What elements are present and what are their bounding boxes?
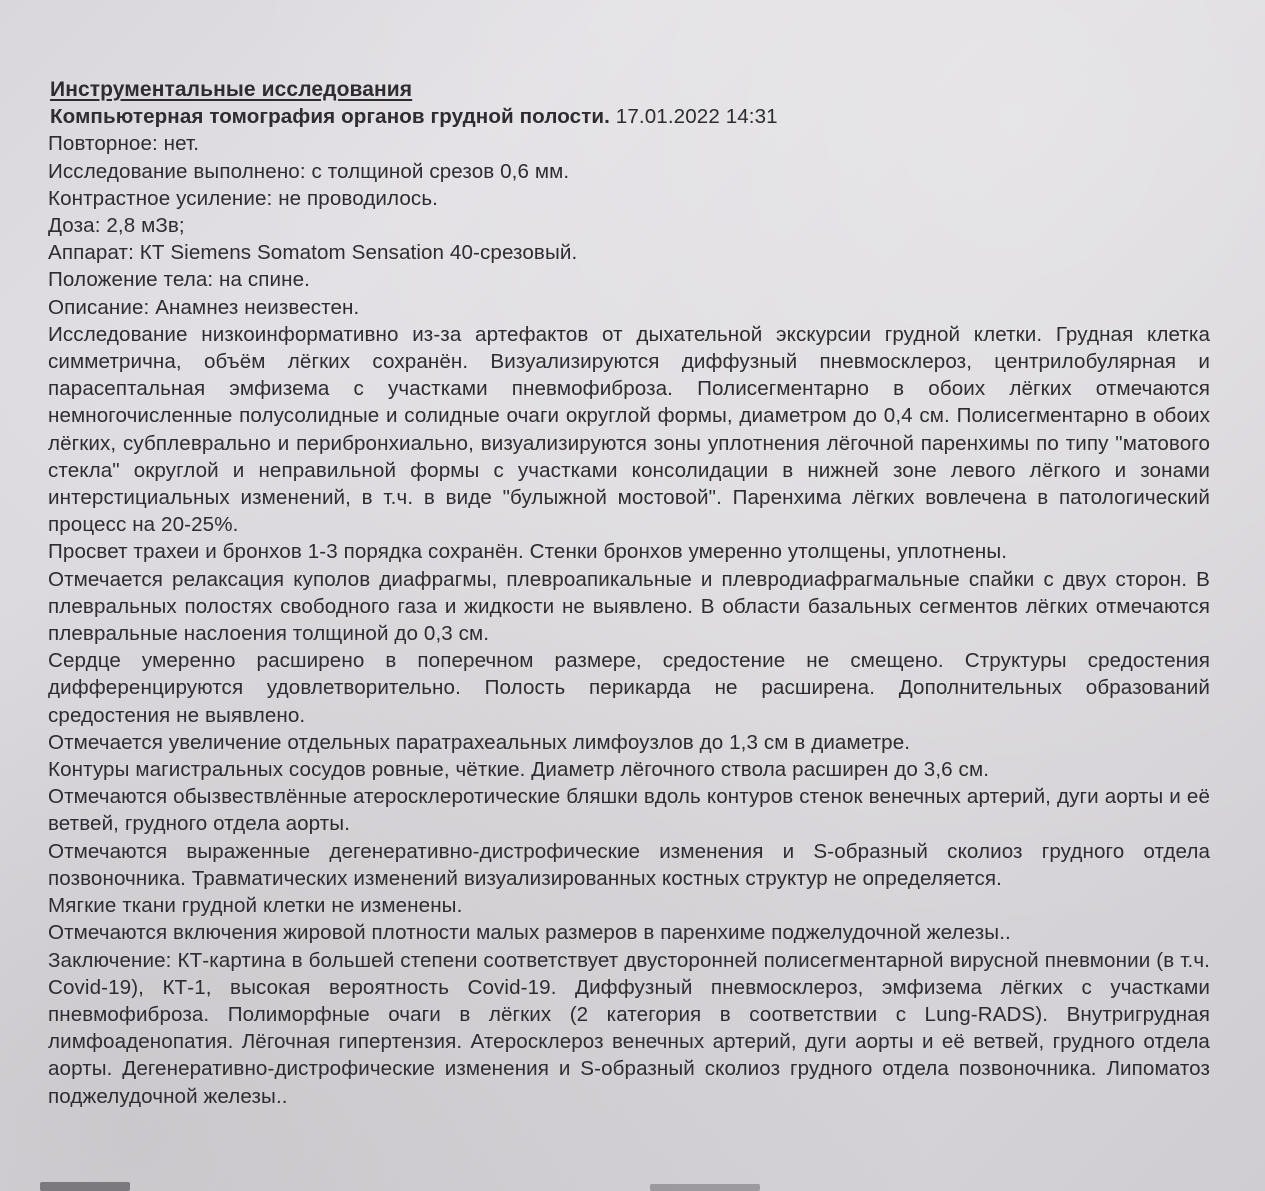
- paragraph-pancreas: Отмечаются включения жировой плотности малых размеров в паренхиме поджелудочной железы..: [48, 921, 1011, 945]
- paragraph-spine: Отмечаются выраженные дегенеративно-дистрофические изменения и S-образный сколиоз грудного отдела позвоночника. Травматических изменений визуализированных костных структур не определяется.: [48, 839, 1210, 890]
- field-position: Положение тела: на спине.: [48, 268, 310, 292]
- paragraph-lymph-nodes: Отмечается увеличение отдельных паратрахеальных лимфоузлов до 1,3 см в диаметре.: [48, 730, 911, 754]
- paragraph-conclusion: Заключение: КТ-картина в большей степени соответствует двусторонней полисегментарной вирусной пневмонии (в т.ч. Covid-19), КТ-1, высокая вероятность Covid-19. Диффузный пневмосклероз, эмфизема лёгких с участками пневмофиброза. Полиморфные очаги в лёгких (2 категория в соответствии с Lung-RADS). Внутригрудная лимфоаденопатия. Лёгочная гипертензия. Атеросклероз венечных артерий, дуги аорты и её ветвей, грудного отдела аорты. Дегенеративно-дистрофические изменения и S-образный сколиоз грудного отдела позвоночника. Липоматоз поджелудочной железы..: [48, 948, 1210, 1108]
- field-contrast: Контрастное усиление: не проводилось.: [48, 186, 438, 210]
- study-line: [50, 103, 1210, 130]
- paragraph-vessels: Контуры магистральных сосудов ровные, чёткие. Диаметр лёгочного ствола расширен до 3,6 см.: [48, 758, 990, 782]
- paragraph-diaphragm: Отмечается релаксация куполов диафрагмы, плевроапикальные и плевродиафрагмальные спайки с двух сторон. В плевральных полостях свободного газа и жидкости не выявлено. В области базальных сегментов лёгких отмечаются плевральные наслоения толщиной до 0,3 см.: [48, 567, 1210, 646]
- study-datetime: 17.01.2022 14:31: [615, 105, 778, 129]
- paragraph-atherosclerosis: Отмечаются обызвествлённые атеросклеротические бляшки вдоль контуров стенок венечных артерий, дуги аорты и её ветвей, грудного отдела аорты.: [48, 785, 1210, 836]
- paragraph-heart: Сердце умеренно расширено в поперечном размере, средостение не смещено. Структуры средостения дифференцируются удовлетворительно. Полость перикарда не расширена. Дополнительных образований средостения не выявлено.: [48, 649, 1210, 727]
- field-dose: Доза: 2,8 мЗв;: [48, 214, 185, 238]
- field-description: Описание: Анамнез неизвестен.: [48, 295, 360, 319]
- field-repeat: Повторное: нет.: [48, 132, 200, 156]
- paragraph-soft-tissue: Мягкие ткани грудной клетки не изменены.: [48, 894, 463, 918]
- paragraph-lungs: Исследование низкоинформативно из-за артефактов от дыхательной экскурсии грудной клетки. Грудная клетка симметрична, объём лёгких сохранён. Визуализируются диффузный пневмосклероз, центрилобулярная и парасептальная эмфизема с участками пневмофиброза. Полисегментарно в обоих лёгких отмечаются немногочисленные полусолидные и солидные очаги округлой формы, диаметром до 0,4 см. Полисегментарно в обоих лёгких, субплеврально и перибронхиально, визуализируются зоны уплотнения лёгочной паренхимы по типу "матового стекла" округлой и неправильной формы с участками консолидации в нижней зоне левого лёгкого и зонами интерстициальных изменений, в т.ч. в виде "булыжной мостовой". Паренхима лёгких вовлечена в патологический процесс на 20-25%.: [48, 322, 1210, 537]
- paragraph-trachea: Просвет трахеи и бронхов 1-3 порядка сохранён. Стенки бронхов умеренно утолщены, уплотнены.: [48, 540, 1008, 564]
- study-title: Компьютерная томография органов грудной полости.: [50, 105, 610, 129]
- section-heading: Инструментальные исследования: [50, 78, 413, 101]
- cut-off-text-fragment: [40, 1182, 130, 1191]
- cut-off-text-fragment: [650, 1184, 760, 1191]
- report-body: [44, 76, 1210, 1110]
- field-device: Аппарат: КТ Siemens Somatom Sensation 40-срезовый.: [48, 241, 578, 265]
- field-slice-thickness: Исследование выполнено: с толщиной срезов 0,6 мм.: [48, 159, 570, 183]
